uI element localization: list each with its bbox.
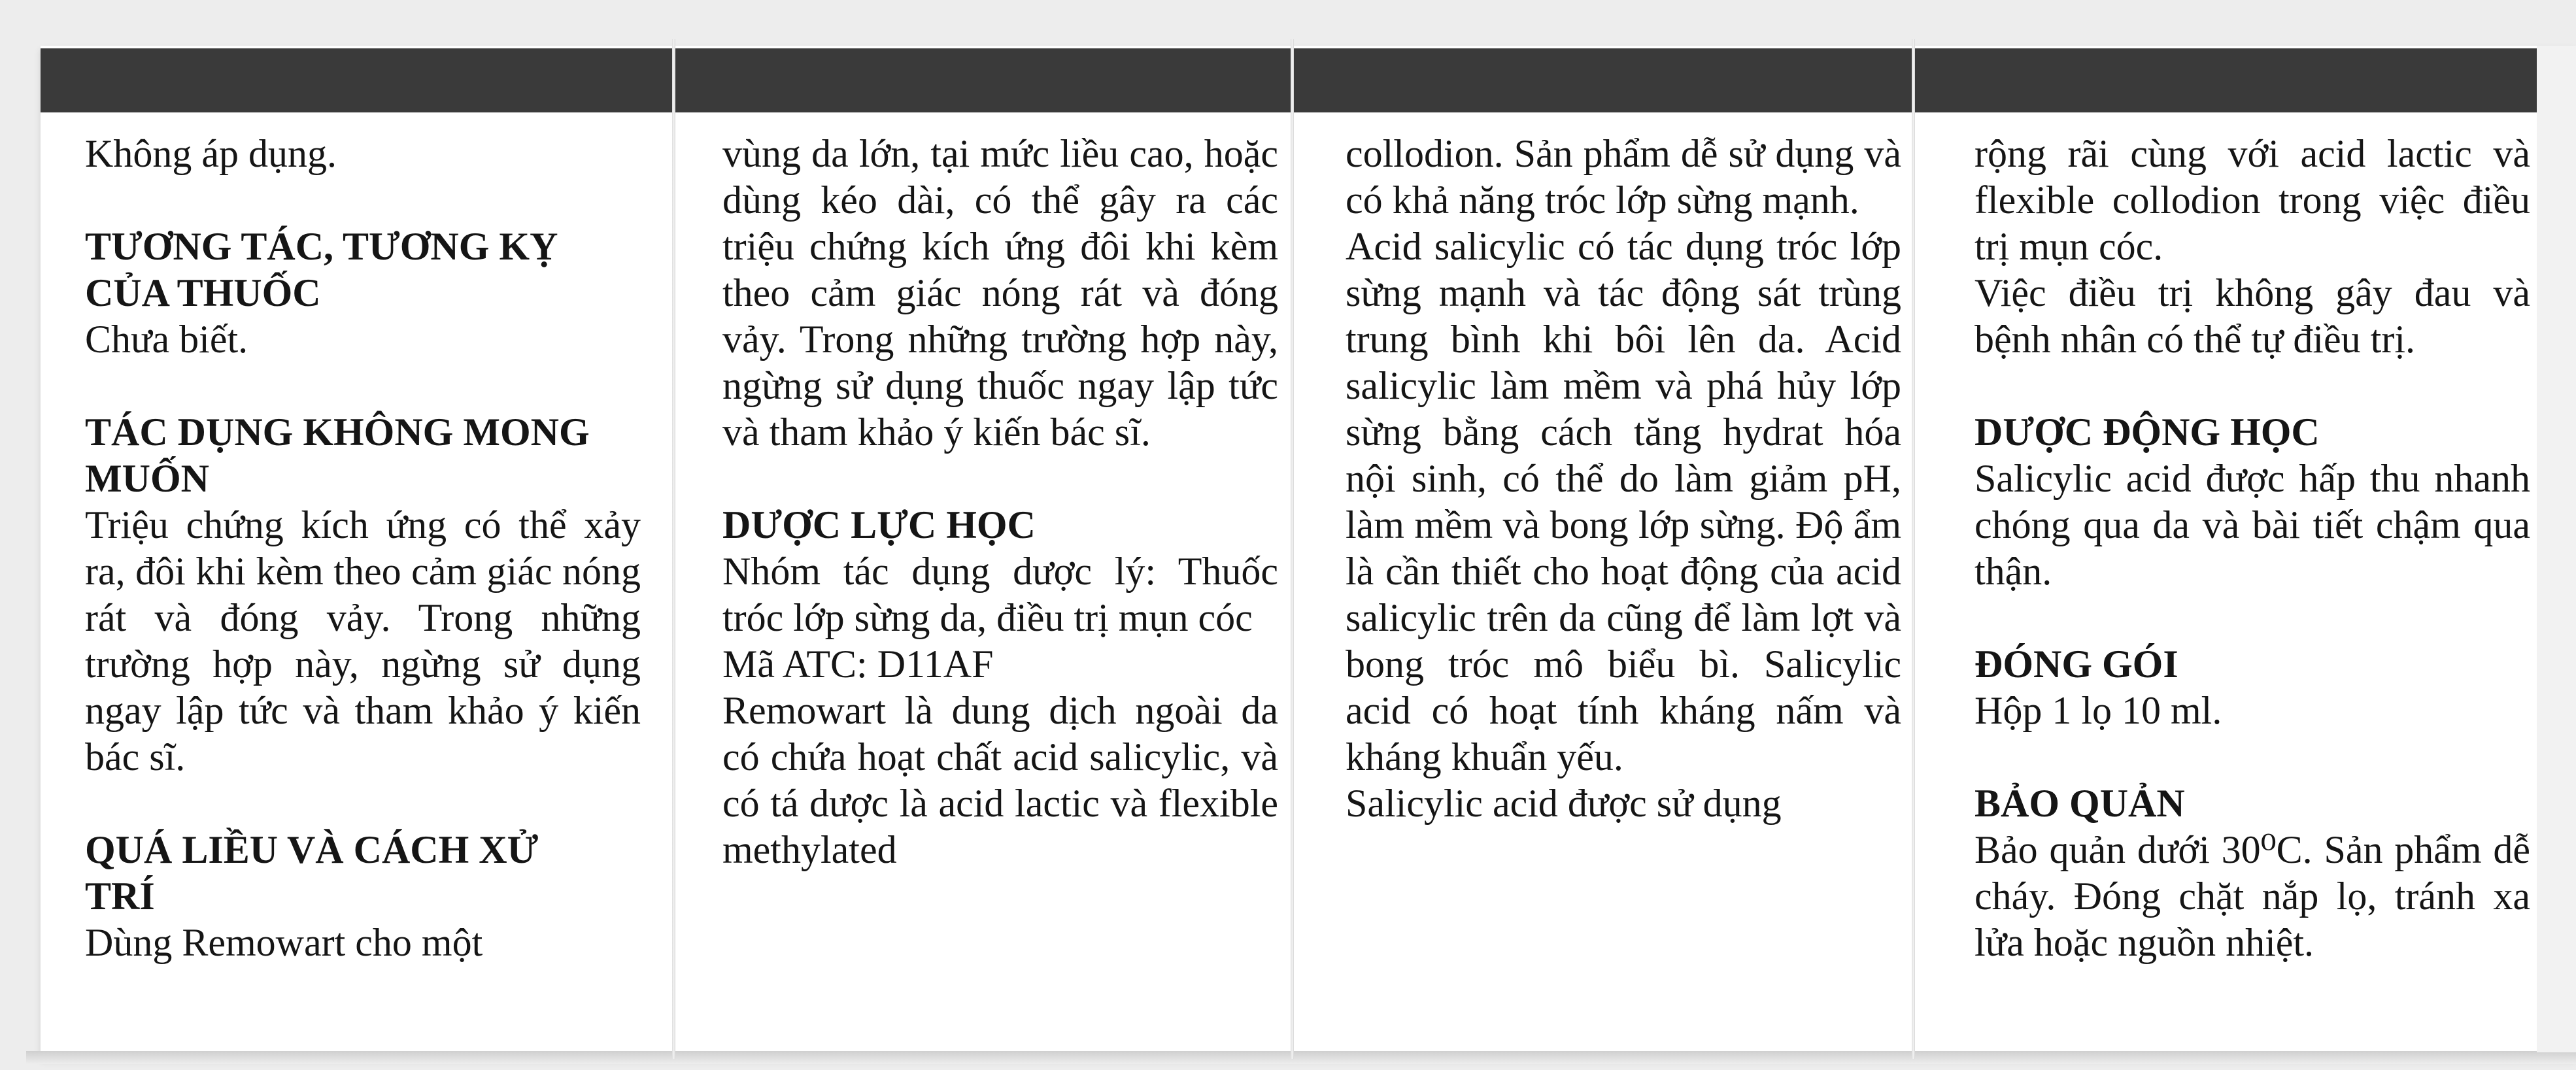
body-paragraph: Salicylic acid được sử dụng xyxy=(1346,782,1782,825)
section-heading-line: CỦA THUỐC xyxy=(85,271,321,314)
leaflet-column-4 xyxy=(1974,131,2530,966)
section-heading-line: QUÁ LIỀU VÀ CÁCH XỬ xyxy=(85,828,539,871)
body-paragraph: Không áp dụng. xyxy=(85,132,337,175)
section-heading xyxy=(1974,780,2530,827)
header-band-2 xyxy=(673,48,1292,112)
body-paragraph: collodion. Sản phẩm dễ sử dụng và có khả năng tróc lớp sừng mạnh. xyxy=(1346,132,1901,222)
header-band-4 xyxy=(1913,48,2537,112)
fold-line xyxy=(1291,39,1294,1059)
section-heading-line: DƯỢC LỰC HỌC xyxy=(722,503,1036,546)
section-heading xyxy=(1974,409,2530,456)
section-heading xyxy=(85,224,641,316)
section-heading-line: TRÍ xyxy=(85,875,155,918)
body-paragraph: Dùng Remowart cho một xyxy=(85,921,483,964)
fold-line xyxy=(672,39,675,1059)
body-paragraph: Chưa biết. xyxy=(85,318,248,361)
section-heading-line: DƯỢC ĐỘNG HỌC xyxy=(1974,410,2320,454)
section-heading-line: ĐÓNG GÓI xyxy=(1974,643,2178,686)
body-paragraph: vùng da lớn, tại mức liều cao, hoặc dùng kéo dài, có thể gây ra các triệu chứng kích ứng đôi khi kèm theo cảm giác nóng rát và đóng vảy. Trong những trường hợp này, ngừng sử dụng thuốc ngay lập tức và tham khảo ý kiến bác sĩ. xyxy=(722,132,1278,454)
section-heading xyxy=(1974,641,2530,688)
leaflet-column-2 xyxy=(722,131,1278,873)
section-heading-line: BẢO QUẢN xyxy=(1974,782,2185,825)
leaflet-column-3 xyxy=(1346,131,1901,827)
body-paragraph: Triệu chứng kích ứng có thể xảy ra, đôi khi kèm theo cảm giác nóng rát và đóng vảy. Trong những trường hợp này, ngừng sử dụng ngay lập tức và tham khảo ý kiến bác sĩ. xyxy=(85,503,641,778)
section-heading xyxy=(722,502,1278,548)
header-band-3 xyxy=(1292,48,1913,112)
body-paragraph: Remowart là dung dịch ngoài da có chứa hoạt chất acid salicylic, và có tá dược là acid lactic và flexible methylated xyxy=(722,689,1278,871)
sheet-shadow xyxy=(26,1051,2576,1064)
body-paragraph: Salicylic acid được hấp thu nhanh chóng qua da và bài tiết chậm qua thận. xyxy=(1974,457,2530,593)
body-paragraph: Nhóm tác dụng dược lý: Thuốc tróc lớp sừng da, điều trị mụn cóc xyxy=(722,550,1278,639)
header-band-1 xyxy=(41,48,673,112)
section-heading xyxy=(85,409,641,502)
body-paragraph: rộng rãi cùng với acid lactic và flexible collodion trong việc điều trị mụn cóc. xyxy=(1974,132,2530,268)
body-paragraph: Bảo quản dưới 30⁰C. Sản phẩm dễ cháy. Đóng chặt nắp lọ, tránh xa lửa hoặc nguồn nhiệt. xyxy=(1974,828,2530,964)
body-paragraph: Hộp 1 lọ 10 ml. xyxy=(1974,689,2222,732)
section-heading-line: MUỐN xyxy=(85,457,209,500)
section-heading xyxy=(85,827,641,920)
fold-line xyxy=(1912,39,1915,1059)
section-heading-line: TÁC DỤNG KHÔNG MONG xyxy=(85,410,590,454)
sheet-edge xyxy=(2537,46,2576,1052)
body-paragraph: Acid salicylic có tác dụng tróc lớp sừng mạnh và tác động sát trùng trung bình khi bôi lên da. Acid salicylic làm mềm và phá hủy lớp sừng bằng cách tăng hydrat hóa nội sinh, có thể do làm giảm pH, làm mềm và bong lớp sừng. Độ ẩm là cần thiết cho hoạt động của acid salicylic trên da cũng để làm lợt và bong tróc mô biểu bì. Salicylic acid có hoạt tính kháng nấm và kháng khuẩn yếu. xyxy=(1346,225,1901,778)
body-paragraph: Mã ATC: D11AF xyxy=(722,643,994,686)
section-heading-line: TƯƠNG TÁC, TƯƠNG KỴ xyxy=(85,225,558,268)
leaflet-column-1 xyxy=(85,131,641,966)
body-paragraph: Việc điều trị không gây đau và bệnh nhân có thể tự điều trị. xyxy=(1974,271,2530,361)
